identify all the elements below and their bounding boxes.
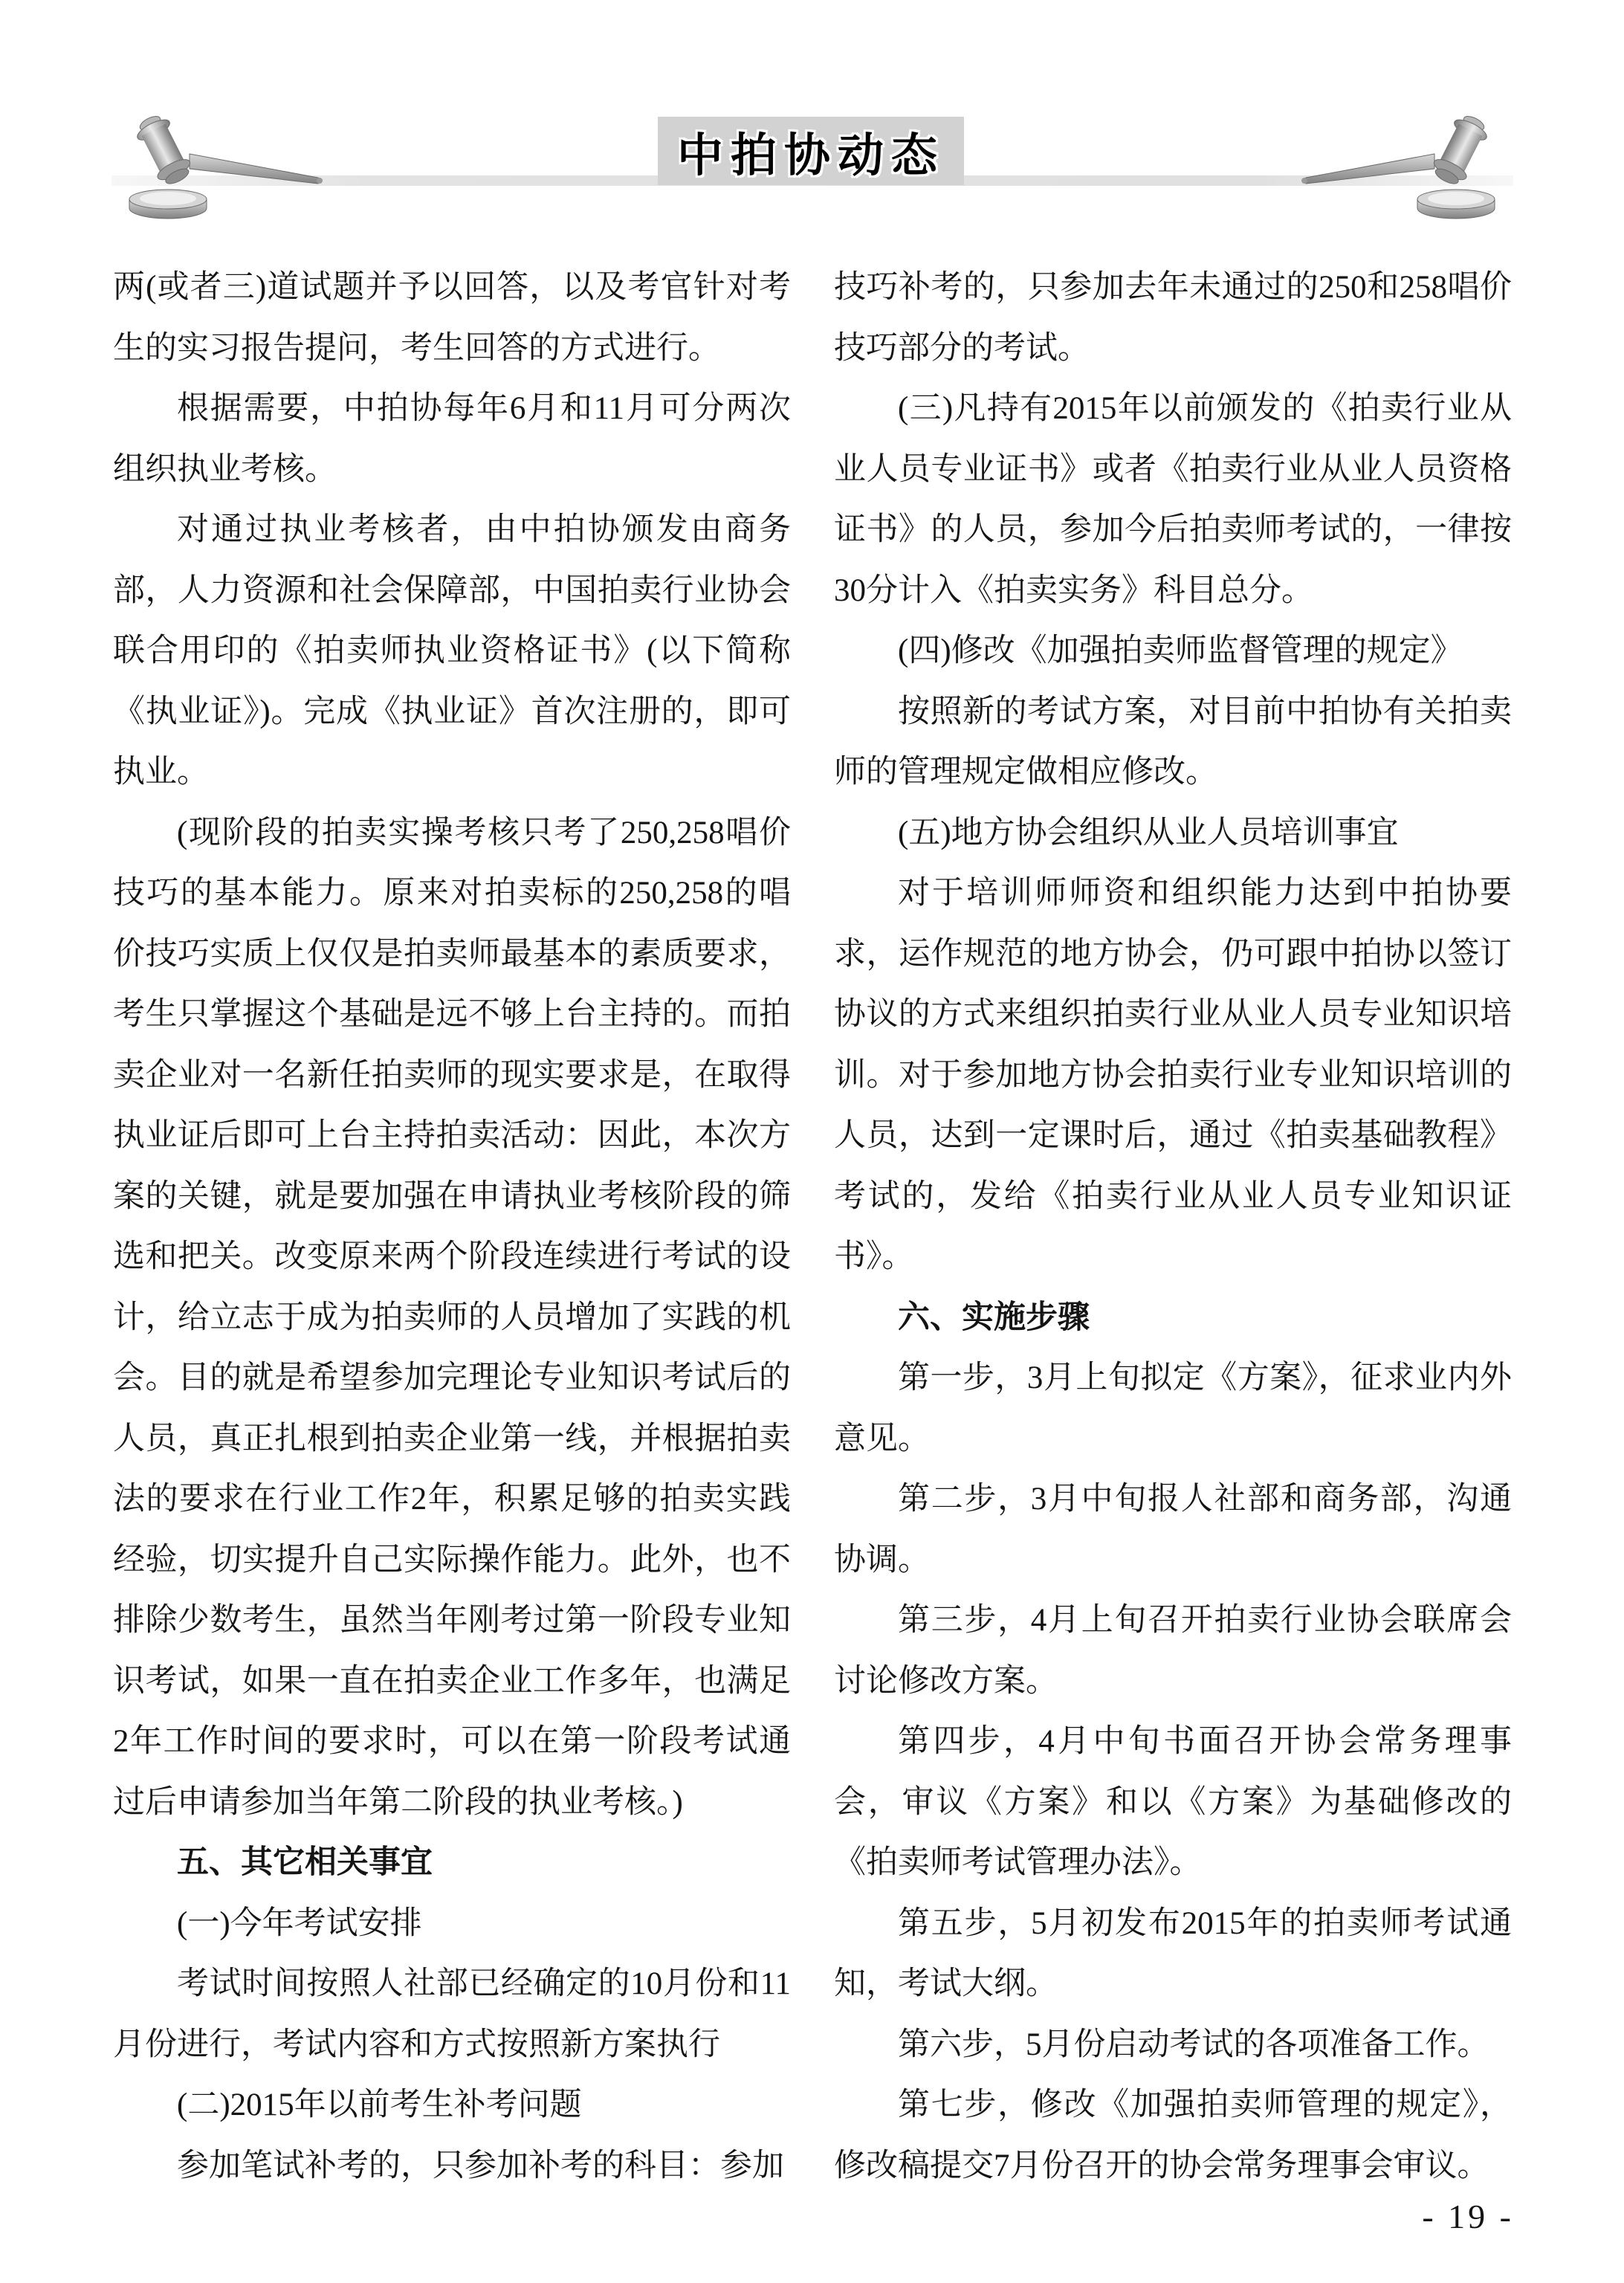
paragraph: 根据需要，中拍协每年6月和11月可分两次组织执业考核。 — [113, 391, 791, 487]
paragraph: (二)2015年以前考生补考问题 — [177, 2087, 582, 2122]
paragraph: 第一步，3月上旬拟定《方案》，征求业内外意见。 — [834, 1360, 1512, 1456]
gavel-icon — [1282, 115, 1505, 227]
paragraph: 按照新的考试方案，对目前中拍协有关拍卖师的管理规定做相应修改。 — [834, 694, 1512, 789]
article-left-column — [113, 257, 791, 2196]
paragraph: 参加笔试补考的，只参加补考的科目：参加 — [177, 2148, 784, 2183]
paragraph: 对通过执业考核者，由中拍协颁发由商务部，人力资源和社会保障部，中国拍卖行业协会联合用印的《拍卖师执业资格证书》(以下简称《执业证》)。完成《执业证》首次注册的，即可执业。 — [113, 512, 791, 789]
paragraph: (五)地方协会组织从业人员培训事宜 — [898, 815, 1399, 850]
paragraph: 对于培训师师资和组织能力达到中拍协要求，运作规范的地方协会，仍可跟中拍协以签订协议的方式来组织拍卖行业从业人员专业知识培训。对于参加地方协会拍卖行业专业知识培训的人员，达到一定课时后，通过《拍卖基础教程》考试的，发给《拍卖行业从业人员专业知识证书》。 — [834, 876, 1512, 1274]
section-heading: 六、实施步骤 — [898, 1299, 1090, 1335]
paragraph: (三)凡持有2015年以前颁发的《拍卖行业从业人员专业证书》或者《拍卖行业从业人员资格证书》的人员，参加今后拍卖师考试的，一律按30分计入《拍卖实务》科目总分。 — [834, 391, 1512, 608]
paragraph: 技巧补考的，只参加去年未通过的250和258唱价技巧部分的考试。 — [834, 270, 1512, 366]
section-title-box — [658, 117, 964, 185]
paragraph: (一)今年考试安排 — [177, 1905, 422, 1941]
page-number: - 19 - — [1422, 2198, 1514, 2235]
section-heading: 五、其它相关事宜 — [177, 1844, 433, 1880]
paragraph: 第五步，5月初发布2015年的拍卖师考试通知，考试大纲。 — [834, 1905, 1512, 2001]
paragraph: 两(或者三)道试题并予以回答，以及考官针对考生的实习报告提问，考生回答的方式进行。 — [113, 270, 791, 366]
gavel-icon — [119, 115, 342, 227]
paragraph: 第四步，4月中旬书面召开协会常务理事会，审议《方案》和以《方案》为基础修改的《拍卖师考试管理办法》。 — [834, 1724, 1512, 1880]
article-right-column — [834, 257, 1512, 2196]
paragraph: (现阶段的拍卖实操考核只考了250,258唱价技巧的基本能力。原来对拍卖标的250,258的唱价技巧实质上仅仅是拍卖师最基本的素质要求，考生只掌握这个基础是远不够上台主持的。而拍卖企业对一名新任拍卖师的现实要求是，在取得执业证后即可上台主持拍卖活动：因此，本次方案的关键，就是要加强在申请执业考核阶段的筛选和把关。改变原来两个阶段连续进行考试的设计，给立志于成为拍卖师的人员增加了实践的机会。目的就是希望参加完理论专业知识考试后的人员，真正扎根到拍卖企业第一线，并根据拍卖法的要求在行业工作2年，积累足够的拍卖实践经验，切实提升自己实际操作能力。此外，也不排除少数考生，虽然当年刚考过第一阶段专业知识考试，如果一直在拍卖企业工作多年，也满足2年工作时间的要求时，可以在第一阶段考试通过后申请参加当年第二阶段的执业考核。) — [113, 815, 791, 1820]
paragraph: (四)修改《加强拍卖师监督管理的规定》 — [898, 633, 1463, 668]
paragraph: 第六步，5月份启动考试的各项准备工作。 — [898, 2027, 1489, 2062]
paragraph: 考试时间按照人社部已经确定的10月份和11月份进行，考试内容和方式按照新方案执行 — [113, 1966, 791, 2062]
section-title: 中拍协动态 — [676, 129, 945, 181]
paragraph: 第二步，3月中旬报人社部和商务部，沟通协调。 — [834, 1482, 1512, 1578]
paragraph: 第三步，4月上旬召开拍卖行业协会联席会讨论修改方案。 — [834, 1603, 1512, 1699]
paragraph: 第七步，修改《加强拍卖师管理的规定》，修改稿提交7月份召开的协会常务理事会审议。 — [834, 2087, 1512, 2183]
